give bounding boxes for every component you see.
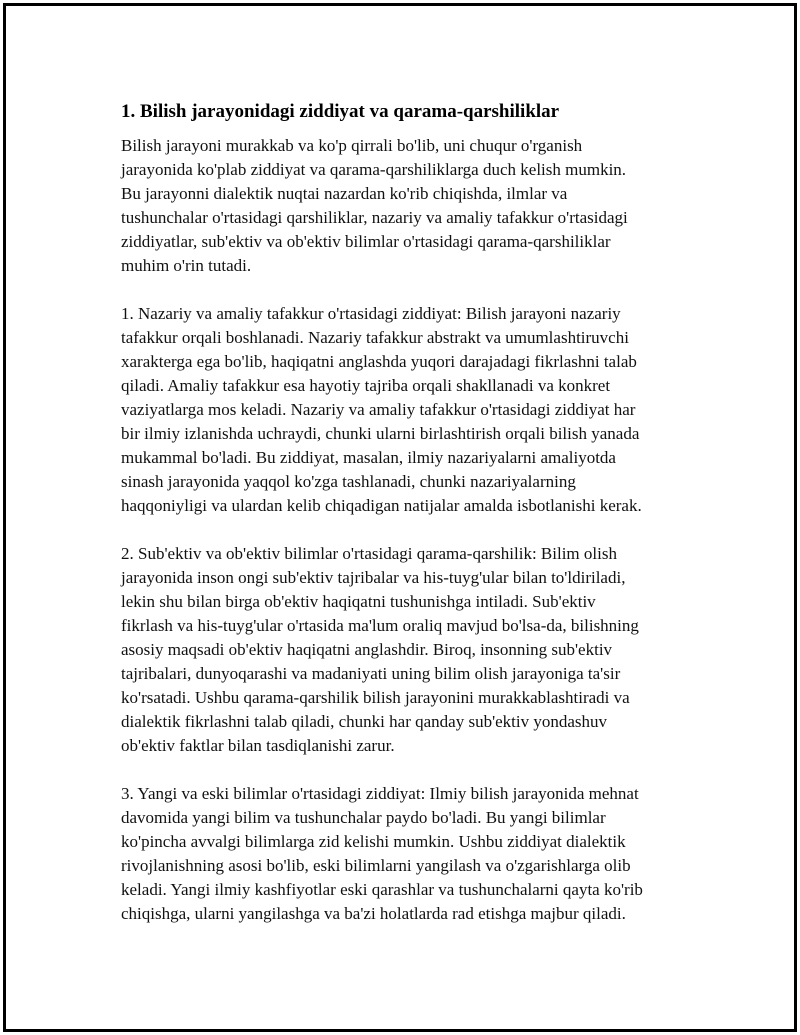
text-line: ziddiyatlar, sub'ektiv va ob'ektiv bilimlar o'rtasidagi qarama-qarshiliklar <box>121 232 611 251</box>
text-line: 1. Nazariy va amaliy tafakkur o'rtasidagi ziddiyat: Bilish jarayoni nazariy <box>121 304 621 323</box>
page-frame <box>3 3 797 1032</box>
text-line: bir ilmiy izlanishda uchraydi, chunki ularni birlashtirish orqali bilish yanada <box>121 424 640 443</box>
text-line: muhim o'rin tutadi. <box>121 256 252 275</box>
text-line: tafakkur orqali boshlanadi. Nazariy tafakkur abstrakt va umumlashtiruvchi <box>121 328 629 347</box>
document-title: 1. Bilish jarayonidagi ziddiyat va qarama-qarshiliklar <box>121 101 560 122</box>
text-line: tushunchalar o'rtasidagi qarshiliklar, nazariy va amaliy tafakkur o'rtasidagi <box>121 208 628 227</box>
text-line: fikrlash va his-tuyg'ular o'rtasida ma'lum oraliq mavjud bo'lsa-da, bilishning <box>121 616 639 635</box>
text-line: ko'rsatadi. Ushbu qarama-qarshilik bilish jarayonini murakkablashtiradi va <box>121 688 630 707</box>
text-line: ko'pincha avvalgi bilimlarga zid kelishi mumkin. Ushbu ziddiyat dialektik <box>121 832 626 851</box>
text-line: sinash jarayonida yaqqol ko'zga tashlanadi, chunki nazariyalarning <box>121 472 576 491</box>
text-line: chiqishga, ularni yangilashga va ba'zi holatlarda rad etishga majbur qiladi. <box>121 904 626 923</box>
text-line: rivojlanishning asosi bo'lib, eski bilimlarni yangilash va o'zgarishlarga olib <box>121 856 631 875</box>
text-line: Bilish jarayoni murakkab va ko'p qirrali bo'lib, uni chuqur o'rganish <box>121 136 583 155</box>
text-line: lekin shu bilan birga ob'ektiv haqiqatni tushunishga intiladi. Sub'ektiv <box>121 592 596 611</box>
text-line: asosiy maqsadi ob'ektiv haqiqatni anglashdir. Biroq, insonning sub'ektiv <box>121 640 613 659</box>
text-line: vaziyatlarga mos keladi. Nazariy va amaliy tafakkur o'rtasidagi ziddiyat har <box>121 400 636 419</box>
text-line: jarayonida ko'plab ziddiyat va qarama-qarshiliklarga duch kelish mumkin. <box>121 160 627 179</box>
text-line: Bu jarayonni dialektik nuqtai nazardan ko'rib chiqishda, ilmlar va <box>121 184 568 203</box>
document-body <box>121 100 701 950</box>
text-line: qiladi. Amaliy tafakkur esa hayotiy tajriba orqali shakllanadi va konkret <box>121 376 611 395</box>
paragraph-section-2 <box>121 542 701 758</box>
text-line: dialektik fikrlashni talab qiladi, chunki har qanday sub'ektiv yondashuv <box>121 712 608 731</box>
text-line: jarayonida inson ongi sub'ektiv tajribalar va his-tuyg'ular bilan to'ldiriladi, <box>121 568 626 587</box>
text-line: mukammal bo'ladi. Bu ziddiyat, masalan, ilmiy nazariyalarni amaliyotda <box>121 448 616 467</box>
text-line: xarakterga ega bo'lib, haqiqatni anglashda yuqori darajadagi fikrlashni talab <box>121 352 637 371</box>
text-line: keladi. Yangi ilmiy kashfiyotlar eski qarashlar va tushunchalarni qayta ko'rib <box>121 880 643 899</box>
text-line: davomida yangi bilim va tushunchalar paydo bo'ladi. Bu yangi bilimlar <box>121 808 606 827</box>
paragraph-intro <box>121 134 701 278</box>
paragraph-section-3 <box>121 782 701 926</box>
text-line: ob'ektiv faktlar bilan tasdiqlanishi zarur. <box>121 736 395 755</box>
text-line: 2. Sub'ektiv va ob'ektiv bilimlar o'rtasidagi qarama-qarshilik: Bilim olish <box>121 544 617 563</box>
text-line: tajribalari, dunyoqarashi va madaniyati uning bilim olish jarayoniga ta'sir <box>121 664 621 683</box>
text-line: 3. Yangi va eski bilimlar o'rtasidagi ziddiyat: Ilmiy bilish jarayonida mehnat <box>121 784 639 803</box>
text-line: haqqoniyligi va ulardan kelib chiqadigan natijalar amalda isbotlanishi kerak. <box>121 496 642 515</box>
paragraph-section-1 <box>121 302 701 518</box>
